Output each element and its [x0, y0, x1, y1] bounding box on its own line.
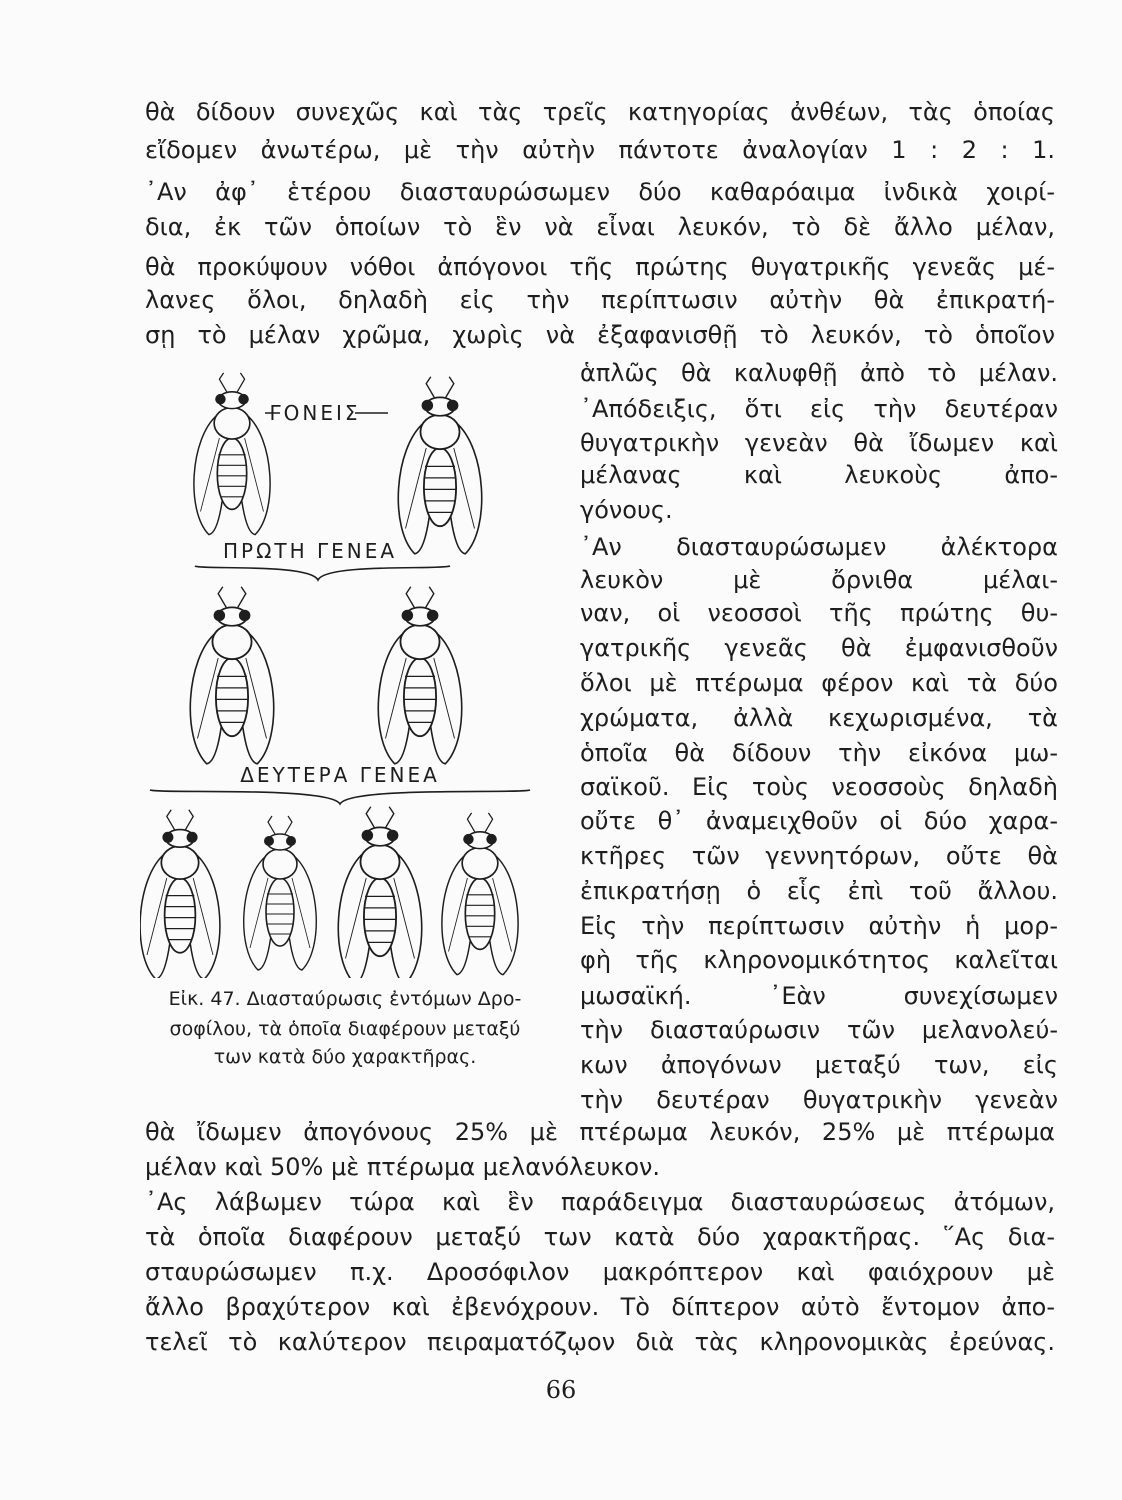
text-line: κων ἀπογόνων μεταξύ των, εἰς	[580, 1051, 1058, 1079]
text-line: Εἰς τὴν περίπτωσιν αὐτὴν ἡ μορ-	[580, 912, 1058, 940]
label-second-generation: ΔΕΥΤΕΡΑ ΓΕΝΕΑ	[240, 763, 440, 787]
text-line: ὁποῖα θὰ δίδουν τὴν εἰκόνα μω-	[580, 739, 1058, 767]
text-line: μέλαν καὶ 50% μὲ πτέρωμα μελανόλευκον.	[145, 1153, 661, 1181]
text-line: κτῆρες τῶν γεννητόρων, οὔτε θὰ	[580, 842, 1058, 870]
text-line: ᾿Αν ἀφ᾿ ἑτέρου διασταυρώσωμεν δύο καθαρόαιμα ἰνδικὰ χοιρί-	[145, 178, 1055, 206]
text-line: θὰ δίδουν συνεχῶς καὶ τὰς τρεῖς κατηγορίας ἀνθέων, τὰς ὁποίας	[145, 98, 1055, 126]
text-line: ᾿Αν διασταυρώσωμεν ἀλέκτορα	[580, 533, 1058, 561]
text-line: τὴν δευτέραν θυγατρικὴν γενεὰν	[580, 1086, 1058, 1114]
fly-second-gen-4	[442, 813, 518, 975]
label-parents-text: ΓΟΝΕΙΣ	[269, 401, 361, 425]
text-line: σταυρώσωμεν π.χ. Δροσόφιλον μακρόπτερον καὶ φαιόχρουν μὲ	[145, 1258, 1055, 1286]
text-line: ᾿Απόδειξις, ὅτι εἰς τὴν δευτέραν	[580, 395, 1058, 423]
text-line: χρώματα, ἀλλὰ κεχωρισμένα, τὰ	[580, 704, 1058, 732]
drosophila-cross-figure	[140, 358, 560, 978]
figure-caption-line: των κατὰ δύο χαρακτῆρας.	[213, 1046, 477, 1068]
text-line: λευκὸν μὲ ὄρνιθα μέλαι-	[580, 566, 1058, 594]
text-line: φὴ τῆς κληρονομικότητος καλεῖται	[580, 946, 1058, 974]
text-line: θὰ προκύψουν νόθοι ἀπόγονοι τῆς πρώτης θυγατρικῆς γενεᾶς μέ-	[145, 253, 1055, 281]
brace-second-generation	[150, 790, 530, 804]
text-line: εἴδομεν ἀνωτέρω, μὲ τὴν αὐτὴν πάντοτε ἀναλογίαν 1 : 2 : 1.	[145, 136, 1055, 164]
text-line: γόνους.	[580, 496, 673, 524]
label-first-generation: ΠΡΩΤΗ ΓΕΝΕΑ	[222, 539, 398, 563]
text-line: ἐπικρατήσῃ ὁ εἷς ἐπὶ τοῦ ἄλλου.	[580, 877, 1058, 905]
text-line: γατρικῆς γενεᾶς θὰ ἐμφανισθοῦν	[580, 634, 1058, 662]
text-line: οὔτε θ᾿ ἀναμειχθοῦν οἱ δύο χαρα-	[580, 807, 1058, 835]
text-line: λανες ὅλοι, δηλαδὴ εἰς τὴν περίπτωσιν αὐτὴν θὰ ἐπικρατή-	[145, 286, 1055, 314]
fly-first-gen-2	[378, 587, 461, 764]
text-line: μωσαϊκή. ᾿Εὰν συνεχίσωμεν	[580, 982, 1058, 1010]
text-line: θὰ ἴδωμεν ἀπογόνους 25% μὲ πτέρωμα λευκόν, 25% μὲ πτέρωμα	[145, 1118, 1055, 1146]
text-line: ὅλοι μὲ πτέρωμα φέρον καὶ τὰ δύο	[580, 669, 1058, 697]
figure-caption-line: σοφίλου, τὰ ὁποῖα διαφέρουν μεταξύ	[169, 1018, 521, 1040]
brace-first-generation	[195, 566, 450, 580]
text-line: μέλανας καὶ λευκοὺς ἀπο-	[580, 461, 1058, 489]
figure-caption-line: Εἰκ. 47. Διασταύρωσις ἐντόμων Δρο-	[168, 988, 522, 1010]
fly-parent-short-wing	[194, 373, 270, 535]
text-line: θυγατρικὴν γενεὰν θὰ ἴδωμεν καὶ	[580, 429, 1058, 457]
fly-second-gen-2	[244, 816, 317, 970]
text-line: σαϊκοῦ. Εἰς τοὺς νεοσσοὺς δηλαδὴ	[580, 773, 1058, 801]
fly-second-gen-1	[140, 810, 220, 978]
text-line: ἁπλῶς θὰ καλυφθῇ ἀπὸ τὸ μέλαν.	[580, 359, 1058, 387]
text-line: τὰ ὁποῖα διαφέρουν μεταξύ των κατὰ δύο χαρακτῆρας. ῞Ας δια-	[145, 1223, 1055, 1251]
fly-first-gen-1	[190, 587, 273, 764]
text-line: ναν, οἱ νεοσσοὶ τῆς πρώτης θυ-	[580, 599, 1058, 627]
fly-parent-long-wing	[398, 377, 481, 554]
fly-second-gen-3	[338, 807, 421, 978]
text-line: τελεῖ τὸ καλύτερον πειραματόζῳον διὰ τὰς κληρονομικὰς ἐρεύνας.	[145, 1328, 1055, 1356]
text-line: τὴν διασταύρωσιν τῶν μελανολεύ-	[580, 1016, 1058, 1044]
text-line: δια, ἐκ τῶν ὁποίων τὸ ἓν νὰ εἶναι λευκόν, τὸ δὲ ἄλλο μέλαν,	[145, 213, 1055, 241]
text-line: ᾿Ας λάβωμεν τώρα καὶ ἓν παράδειγμα διασταυρώσεως ἀτόμων,	[145, 1188, 1055, 1216]
page-number: 66	[545, 1376, 577, 1404]
text-line: ἄλλο βραχύτερον καὶ ἐβενόχρουν. Τὸ δίπτερον αὐτὸ ἔντομον ἀπο-	[145, 1293, 1055, 1321]
text-line: σῃ τὸ μέλαν χρῶμα, χωρὶς νὰ ἐξαφανισθῇ τὸ λευκόν, τὸ ὁποῖον	[145, 321, 1055, 349]
